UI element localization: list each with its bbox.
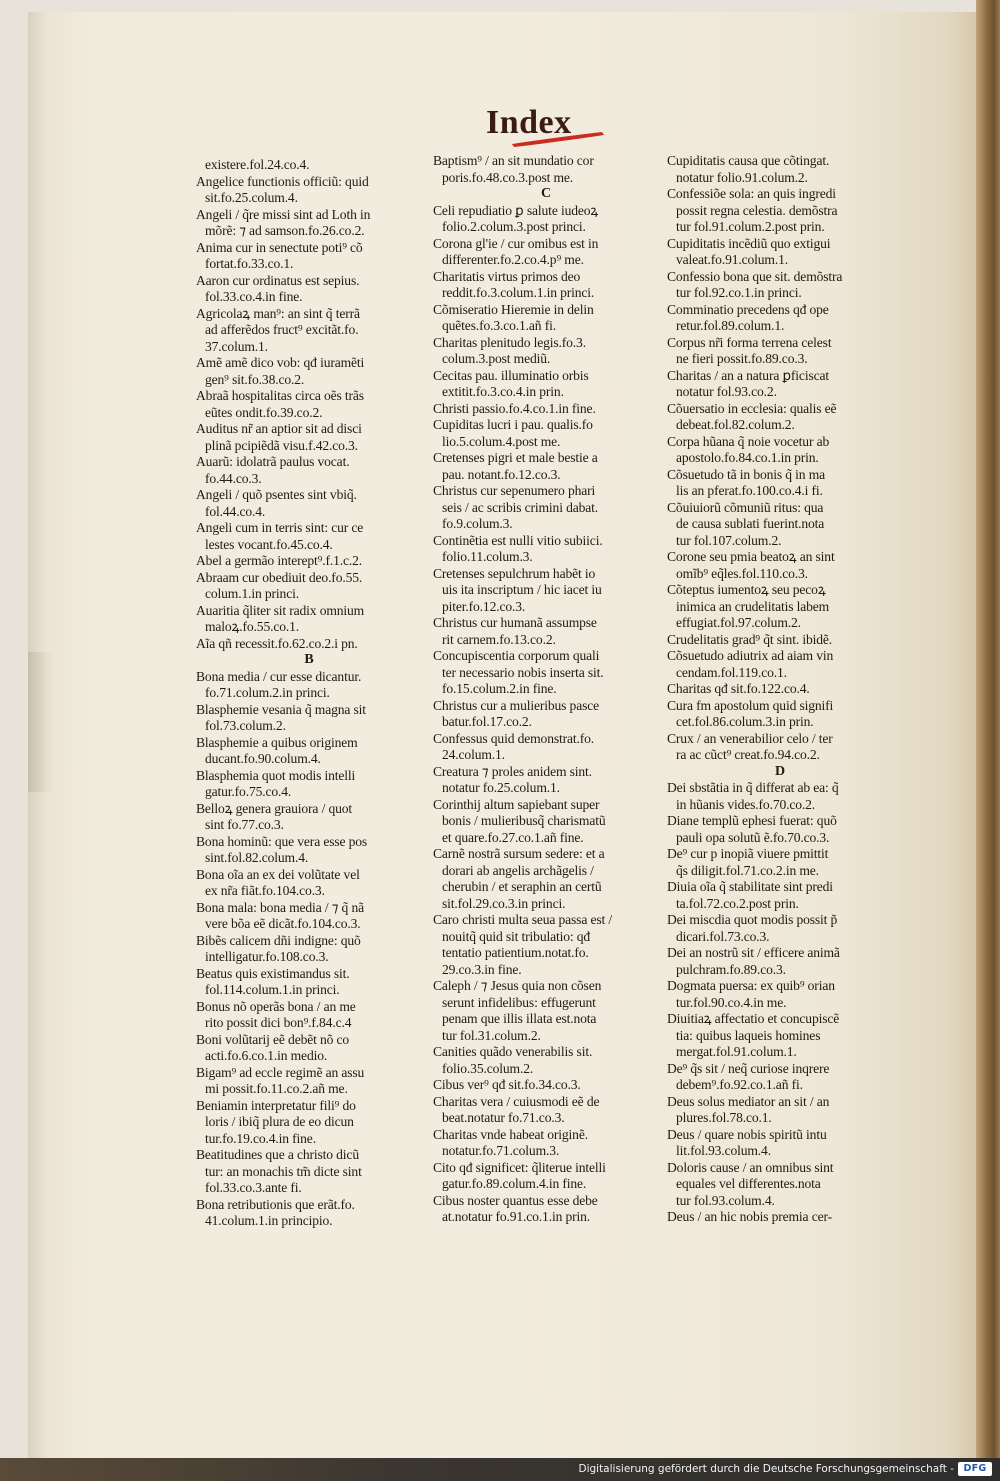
entry-continuation-line: notatur fol.93.co.2.: [676, 384, 777, 399]
entry-continuation-line: 24.colum.1.: [442, 747, 505, 762]
entry-continuation-line: lit.fol.93.colum.4.: [676, 1143, 771, 1158]
entry-continuation-line: vere bõa eẽ dicãt.fo.104.co.3.: [205, 916, 361, 931]
index-entry: [433, 1044, 659, 1077]
entry-headword-line: Bigam⁹ ad eccle regimẽ an assu: [196, 1064, 365, 1080]
index-entry: [433, 1160, 659, 1193]
entry-continuation-line: rito possit dici bon⁹.f.84.c.4: [205, 1015, 352, 1030]
entry-continuation-line: fortat.fo.33.co.1.: [205, 256, 294, 271]
entry-continuation-line: differenter.fo.2.co.4.p⁹ me.: [442, 252, 584, 267]
entry-headword-line: De⁹ cur p inopiã viuere pmittit: [667, 846, 829, 861]
index-entry: [196, 999, 422, 1032]
entry-continuation-line: folio.11.colum.3.: [442, 549, 533, 564]
index-entry: [196, 174, 422, 207]
entry-headword-line: Crudelitatis grad⁹ q̃t sint. ibidẽ.: [667, 631, 833, 647]
index-entry: [667, 153, 893, 186]
entry-continuation-line: ad afferẽdos fruct⁹ excitãt.fo.: [205, 322, 359, 337]
entry-continuation-line: debem⁹.fo.92.co.1.añ fi.: [676, 1077, 803, 1092]
index-entry: [433, 302, 659, 335]
index-entry: [667, 1061, 893, 1094]
entry-continuation-line: tur.fol.90.co.4.in me.: [676, 994, 787, 1010]
letter-heading: B: [304, 652, 314, 667]
index-entry: [196, 669, 422, 702]
index-entry: [433, 797, 659, 847]
entry-headword-line: Cõsuetudo adiutrix ad aiam vin: [667, 648, 834, 663]
entry-continuation-line: ducant.fo.90.colum.4.: [205, 751, 321, 766]
index-entry: [196, 388, 422, 421]
footer-bar: [0, 1458, 1000, 1481]
entry-continuation-line: gatur.fo.75.co.4.: [205, 784, 292, 799]
entry-headword-line: Corpa hũana q̃ noie vocetur ab: [667, 433, 830, 449]
entry-continuation-line: sint.fol.82.colum.4.: [205, 850, 309, 865]
entry-headword-line: Cibus noster quantus esse debe: [433, 1192, 598, 1208]
entry-continuation-line: plinã pcipiẽdã visu.f.42.co.3.: [205, 437, 358, 453]
entry-headword-line: Belloꝝ genera grauiora / quot: [196, 800, 353, 816]
entry-headword-line: Concupiscentia corporum quali: [433, 648, 600, 663]
entry-headword-line: Cretenses sepulchrum habẽt io: [433, 565, 596, 581]
entry-continuation-line: batur.fol.17.co.2.: [442, 714, 532, 729]
index-entry: [433, 417, 659, 450]
entry-headword-line: Cupiditatis incẽdiũ quo extigui: [667, 235, 831, 251]
entry-continuation-line: fol.33.co.3.ante fi.: [205, 1180, 302, 1195]
index-entry: [433, 764, 659, 797]
entry-headword-line: Dogmata puersa: ex quib⁹ orian: [667, 978, 835, 993]
index-entry: [667, 1209, 893, 1226]
index-entry: [433, 153, 659, 186]
entry-continuation-line: gatur.fo.89.colum.4.in fine.: [442, 1176, 587, 1191]
entry-continuation-line: serunt infidelibus: effugerunt: [442, 994, 596, 1010]
index-entry: [433, 566, 659, 616]
entry-headword-line: Cecitas pau. illuminatio orbis: [433, 367, 589, 383]
index-entry: [433, 368, 659, 401]
index-entry: [667, 1011, 893, 1061]
entry-continuation-line: ta.fol.72.co.2.post prin.: [676, 895, 799, 911]
entry-continuation-line: lis an pferat.fo.100.co.4.i fi.: [676, 483, 823, 498]
entry-continuation-line: ex nr̃a fiãt.fo.104.co.3.: [205, 883, 325, 898]
index-entry: [667, 945, 893, 978]
index-column-2: [433, 153, 659, 1226]
entry-headword-line: Celi repudiatio ꝑ salute iudeoꝝ: [433, 202, 599, 218]
entry-headword-line: Diane templũ ephesi fuerat: quõ: [667, 813, 837, 828]
index-entry: [433, 269, 659, 302]
entry-headword-line: Corinthij altum sapiebant super: [433, 796, 600, 812]
entry-headword-line: Bibẽs calicem dñi indigne: quõ: [196, 932, 361, 948]
entry-continuation-line: tia: quibus laqueis homines: [676, 1027, 821, 1043]
index-entry-continued: [196, 157, 422, 174]
entry-headword-line: Corpus nr̃i forma terrena celest: [667, 334, 832, 350]
index-entry: [433, 731, 659, 764]
index-entry: [196, 702, 422, 735]
entry-headword-line: Crux / an venerabilior celo / ter: [667, 730, 833, 746]
entry-headword-line: Christus cur humanã assumpse: [433, 615, 597, 630]
index-entry: [196, 570, 422, 603]
index-entry: [433, 1127, 659, 1160]
entry-headword-line: Continẽtia est nulli vitio subiici.: [433, 532, 603, 548]
index-entry: [433, 203, 659, 236]
index-entry: [196, 966, 422, 999]
entry-headword-line: Deus / quare nobis spiritũ intu: [667, 1126, 827, 1142]
entry-continuation-line: mi possit.fo.11.co.2.añ me.: [205, 1081, 348, 1096]
entry-headword-line: Angeli / quõ psentes sint vbiq̃.: [196, 487, 357, 502]
entry-headword-line: Dei sbstãtia in q̃ differat ab ea: q̃: [667, 780, 839, 795]
entry-headword-line: Corone seu pmia beatoꝝ an sint: [667, 549, 835, 564]
entry-continuation-line: fo.44.co.3.: [205, 470, 262, 486]
index-entry: [433, 236, 659, 269]
index-entry: [196, 636, 422, 653]
entry-headword-line: Caleph / ⁊ Jesus quia non cõsen: [433, 978, 602, 993]
entry-headword-line: Charitas plenitudo legis.fo.3.: [433, 334, 586, 350]
entry-continuation-line: quẽtes.fo.3.co.1.añ fi.: [442, 318, 556, 333]
footer-credit: Digitalisierung gefördert durch die Deutsche Forschungsgemeinschaft -: [578, 1463, 954, 1475]
entry-headword-line: Christi passio.fo.4.co.1.in fine.: [433, 400, 596, 416]
index-entry: [667, 500, 893, 550]
entry-headword-line: Diuitiaꝝ affectatio et concupiscẽ: [667, 1011, 840, 1026]
index-entry: [667, 698, 893, 731]
entry-continuation-line: et quare.fo.27.co.1.añ fine.: [442, 829, 584, 845]
entry-headword-line: Confessio bona que sit. demõstra: [667, 268, 843, 284]
index-entry: [667, 879, 893, 912]
entry-continuation-line: folio.2.colum.3.post princi.: [442, 219, 586, 234]
entry-continuation-line: fol.73.colum.2.: [205, 718, 286, 733]
entry-continuation-line: pauli opa solutũ ẽ.fo.70.co.3.: [676, 829, 830, 845]
index-entry: [196, 834, 422, 867]
entry-continuation-line: existere.fol.24.co.4.: [205, 157, 310, 172]
index-entry: [433, 483, 659, 533]
index-entry: [196, 240, 422, 273]
entry-continuation-line: ra ac cũct⁹ creat.fo.94.co.2.: [676, 747, 820, 762]
index-column-1: [196, 157, 422, 1230]
entry-headword-line: Bonus nõ operãs bona / an me: [196, 998, 356, 1014]
index-entry: [667, 186, 893, 236]
entry-continuation-line: 29.co.3.in fine.: [442, 961, 522, 977]
index-entry: [667, 269, 893, 302]
entry-continuation-line: 37.colum.1.: [205, 338, 268, 354]
entry-headword-line: Auaritia q̃liter sit radix omnium: [196, 602, 365, 618]
index-entry: [196, 1197, 422, 1230]
entry-continuation-line: uis ita inscriptum / hic iacet iu: [442, 582, 602, 597]
entry-continuation-line: retur.fol.89.colum.1.: [676, 318, 785, 333]
index-entry: [196, 553, 422, 570]
entry-continuation-line: q̃s diligit.fol.71.co.2.in me.: [676, 862, 819, 878]
entry-headword-line: Doloris cause / an omnibus sint: [667, 1159, 834, 1175]
index-entry: [433, 615, 659, 648]
entry-continuation-line: colum.3.post mediũ.: [442, 351, 551, 366]
entry-headword-line: Caro christi multa seua passa est /: [433, 912, 612, 927]
entry-headword-line: Bona hominũ: que vera esse pos: [196, 833, 368, 849]
index-entry: [196, 487, 422, 520]
entry-headword-line: Blasphemia quot modis intelli: [196, 767, 356, 783]
index-entry: [667, 1160, 893, 1210]
entry-continuation-line: eũtes ondit.fo.39.co.2.: [205, 404, 323, 420]
entry-headword-line: Anima cur in senectute poti⁹ cõ: [196, 239, 363, 255]
entry-continuation-line: notatur.fo.71.colum.3.: [442, 1143, 560, 1158]
entry-continuation-line: lio.5.colum.4.post me.: [442, 433, 561, 449]
entry-continuation-line: effugiat.fol.97.colum.2.: [676, 615, 801, 630]
entry-continuation-line: poris.fo.48.co.3.post me.: [442, 169, 574, 185]
index-entry: [667, 912, 893, 945]
entry-continuation-line: tur fol.93.colum.4.: [676, 1192, 775, 1208]
entry-continuation-line: loris / ibiq̃ plura de eo dicun: [205, 1114, 354, 1129]
entry-headword-line: Deus solus mediator an sit / an: [667, 1093, 830, 1109]
index-entry: [196, 1065, 422, 1098]
entry-continuation-line: inimica an crudelitatis labem: [676, 598, 830, 614]
entry-headword-line: Cretenses pigri et male bestie a: [433, 450, 598, 465]
index-entry: [196, 735, 422, 768]
entry-headword-line: Baptism⁹ / an sit mundatio cor: [433, 153, 594, 168]
entry-headword-line: Abraã hospitalitas circa oẽs trãs: [196, 388, 364, 403]
entry-continuation-line: fol.33.co.4.in fine.: [205, 289, 303, 304]
entry-continuation-line: dicari.fol.73.co.3.: [676, 928, 770, 944]
index-entry: [433, 912, 659, 978]
entry-headword-line: Bona media / cur esse dicantur.: [196, 668, 362, 684]
entry-headword-line: Charitas / an a natura ꝑficiscat: [667, 367, 829, 383]
index-entry: [667, 648, 893, 681]
entry-headword-line: Beatitudines que a christo dicũ: [196, 1147, 359, 1162]
entry-continuation-line: colum.1.in princi.: [205, 586, 299, 601]
entry-headword-line: De⁹ q̃s sit / neq̃ curiose inqrere: [667, 1060, 830, 1076]
entry-continuation-line: de causa sublati fuerint.nota: [676, 516, 825, 531]
entry-continuation-line: pau. notant.fo.12.co.3.: [442, 466, 561, 482]
index-entry: [433, 846, 659, 912]
entry-headword-line: Bona oĩa an ex dei volũtate vel: [196, 866, 360, 882]
entry-headword-line: Angeli / q̃re missi sint ad Loth in: [196, 206, 371, 222]
entry-continuation-line: seis / ac scribis crimini dabat.: [442, 499, 599, 515]
index-entry: [196, 1147, 422, 1197]
entry-headword-line: Cito qđ significet: q̃literue intelli: [433, 1159, 606, 1175]
entry-continuation-line: beat.notatur fo.71.co.3.: [442, 1110, 565, 1125]
index-entry: [196, 454, 422, 487]
entry-headword-line: Corona gl'ie / cur omibus est in: [433, 235, 599, 251]
index-entry: [667, 780, 893, 813]
index-entry: [433, 978, 659, 1044]
entry-continuation-line: tentatio patientium.notat.fo.: [442, 945, 589, 960]
entry-headword-line: Cõuersatio in ecclesia: qualis eẽ: [667, 400, 837, 416]
entry-continuation-line: plures.fol.78.co.1.: [676, 1110, 772, 1125]
entry-continuation-line: fo.15.colum.2.in fine.: [442, 681, 557, 696]
entry-continuation-line: omĩb⁹ eq̃les.fol.110.co.3.: [676, 565, 808, 581]
index-entry: [196, 801, 422, 834]
index-entry: [667, 731, 893, 764]
dfg-logo: DFG: [958, 1462, 992, 1476]
index-entry: [667, 813, 893, 846]
entry-continuation-line: reddit.fo.3.colum.1.in princi.: [442, 285, 595, 300]
entry-continuation-line: debeat.fol.82.colum.2.: [676, 417, 795, 432]
entry-continuation-line: notatur folio.91.colum.2.: [676, 169, 808, 185]
index-entry: [196, 867, 422, 900]
entry-headword-line: Diuia oĩa q̃ stabilitate sint predi: [667, 879, 833, 894]
entry-continuation-line: 41.colum.1.in principio.: [205, 1213, 333, 1228]
index-entry: [433, 698, 659, 731]
index-entry: [196, 900, 422, 933]
book-cover-edge: [976, 0, 1000, 1458]
entry-continuation-line: equales vel differentes.nota: [676, 1176, 821, 1191]
index-entry: [667, 582, 893, 632]
entry-continuation-line: lestes vocant.fo.45.co.4.: [205, 536, 333, 552]
entry-continuation-line: piter.fo.12.co.3.: [442, 598, 526, 614]
entry-continuation-line: tur fol.31.colum.2.: [442, 1027, 541, 1043]
index-entry: [667, 846, 893, 879]
entry-continuation-line: fol.44.co.4.: [205, 503, 266, 519]
entry-continuation-line: ne fieri possit.fo.89.co.3.: [676, 351, 808, 366]
entry-headword-line: Dei miscdia quot modis possit p̃: [667, 912, 838, 927]
entry-headword-line: Auarũ: idolatrã paulus vocat.: [196, 454, 350, 469]
index-entry: [667, 549, 893, 582]
entry-headword-line: Abraam cur obediuit deo.fo.55.: [196, 569, 363, 585]
index-entry: [667, 1127, 893, 1160]
entry-continuation-line: tur fol.92.co.1.in princi.: [676, 285, 802, 300]
page-title: Index: [486, 104, 572, 141]
entry-continuation-line: tur fol.107.colum.2.: [676, 532, 782, 548]
index-entry: [667, 401, 893, 434]
entry-headword-line: Deus / an hic nobis premia cer-: [667, 1209, 832, 1224]
entry-continuation-line: bonis / mulieribusq̃ charismatũ: [442, 813, 606, 828]
index-entry: [667, 302, 893, 335]
index-entry: [433, 1193, 659, 1226]
entry-headword-line: Agricolaꝝ man⁹: an sint q̃ terrã: [196, 305, 360, 321]
entry-headword-line: Abel a germão interept⁹.f.1.c.2.: [196, 553, 363, 568]
index-entry: [667, 632, 893, 649]
index-entry: [196, 603, 422, 636]
entry-continuation-line: tur.fo.19.co.4.in fine.: [205, 1130, 316, 1146]
entry-continuation-line: fo.71.colum.2.in princi.: [205, 685, 330, 700]
index-entry: [433, 1077, 659, 1094]
entry-headword-line: Cõsuetudo tã in bonis q̃ in ma: [667, 466, 826, 482]
entry-continuation-line: extitit.fo.3.co.4.in prin.: [442, 384, 564, 399]
index-entry: [667, 467, 893, 500]
entry-continuation-line: mergat.fol.91.colum.1.: [676, 1044, 797, 1059]
index-entry: [196, 306, 422, 356]
entry-headword-line: Cura fm apostolum quid signifi: [667, 697, 834, 713]
entry-headword-line: Charitas qđ sit.fo.122.co.4.: [667, 681, 810, 696]
index-entry: [196, 273, 422, 306]
entry-headword-line: Cõuiuiorũ cõmuniũ ritus: qua: [667, 499, 824, 515]
entry-headword-line: Cupiditatis causa que cõtingat.: [667, 153, 830, 168]
index-entry: [667, 681, 893, 698]
index-entry: [433, 533, 659, 566]
entry-continuation-line: penam que illis illata est.nota: [442, 1011, 597, 1026]
entry-continuation-line: cet.fol.86.colum.3.in prin.: [676, 714, 814, 729]
entry-continuation-line: sit.fo.25.colum.4.: [205, 190, 298, 205]
index-entry: [433, 450, 659, 483]
entry-headword-line: Auditus nr̃ an aptior sit ad disci: [196, 421, 362, 436]
entry-headword-line: Boni volũtarij eẽ debẽt nõ co: [196, 1031, 350, 1047]
index-entry: [196, 421, 422, 454]
entry-headword-line: Cibus ver⁹ qđ sit.fo.34.co.3.: [433, 1077, 581, 1092]
entry-headword-line: Cõmiseratio Hieremie in delin: [433, 301, 594, 317]
letter-heading: C: [540, 186, 552, 201]
entry-headword-line: Cõteptus iumentoꝝ seu pecoꝝ: [667, 582, 826, 597]
entry-continuation-line: at.notatur fo.91.co.1.in prin.: [442, 1209, 591, 1224]
index-column-3: [667, 153, 893, 1226]
entry-continuation-line: possit regna celestia. demõstra: [676, 202, 838, 218]
entry-headword-line: Bona mala: bona media / ⁊ q̃ nã: [196, 899, 364, 915]
entry-continuation-line: valeat.fo.91.colum.1.: [676, 252, 788, 267]
entry-headword-line: Amẽ amẽ dico vob: qđ iuramẽti: [196, 355, 365, 370]
index-entry: [196, 355, 422, 388]
entry-continuation-line: gen⁹ sit.fo.38.co.2.: [205, 371, 305, 387]
entry-continuation-line: apostolo.fo.84.co.1.in prin.: [676, 450, 819, 465]
entry-headword-line: Confessus quid demonstrat.fo.: [433, 730, 595, 746]
entry-continuation-line: pulchram.fo.89.co.3.: [676, 961, 786, 977]
entry-headword-line: Charitatis virtus primos deo: [433, 268, 581, 284]
index-entry: [667, 1094, 893, 1127]
entry-continuation-line: fo.9.colum.3.: [442, 516, 513, 531]
entry-headword-line: Christus cur a mulieribus pasce: [433, 697, 599, 713]
index-entry: [433, 1094, 659, 1127]
entry-continuation-line: folio.35.colum.2.: [442, 1060, 534, 1076]
entry-continuation-line: mõrẽ: ⁊ ad samson.fo.26.co.2.: [205, 223, 365, 238]
entry-headword-line: Cupiditas lucri i pau. qualis.fo: [433, 417, 593, 432]
index-entry: [196, 1032, 422, 1065]
entry-continuation-line: fol.114.colum.1.in princi.: [205, 982, 340, 997]
entry-headword-line: Beatus quis existimandus sit.: [196, 965, 350, 981]
entry-continuation-line: cherubin / et seraphin an certũ: [442, 879, 602, 894]
index-entry: [433, 335, 659, 368]
entry-headword-line: Aĩa qñ recessit.fo.62.co.2.i pn.: [196, 635, 358, 651]
entry-continuation-line: sint fo.77.co.3.: [205, 817, 284, 832]
index-entry: [433, 401, 659, 418]
title-red-underline: [508, 128, 608, 150]
index-entry: [667, 978, 893, 1011]
entry-continuation-line: maloꝝ.fo.55.co.1.: [205, 619, 300, 634]
entry-headword-line: Charitas vnde habeat originẽ.: [433, 1126, 588, 1142]
entry-headword-line: Creatura ⁊ proles anidem sint.: [433, 763, 592, 779]
entry-headword-line: Angelice functionis officiũ: quid: [196, 173, 369, 189]
index-entry: [196, 520, 422, 553]
entry-headword-line: Charitas vera / cuiusmodi eẽ de: [433, 1093, 600, 1109]
entry-continuation-line: tur: an monachis tm̃ dicte sint: [205, 1163, 362, 1179]
entry-continuation-line: dorari ab angelis archãgelis /: [442, 862, 594, 878]
entry-continuation-line: nouitq̃ quid sit tribulatio: qđ: [442, 928, 591, 944]
entry-headword-line: Blasphemie vesania q̃ magna sit: [196, 701, 366, 717]
entry-headword-line: Beniamin interpretatur fili⁹ do: [196, 1097, 356, 1113]
entry-headword-line: Carnẽ nostrã sursum sedere: et a: [433, 846, 605, 861]
index-entry: [433, 648, 659, 698]
entry-headword-line: Confessiõe sola: an quis ingredi: [667, 186, 836, 201]
index-entry: [667, 368, 893, 401]
index-entry: [667, 434, 893, 467]
entry-headword-line: Canities quãdo venerabilis sit.: [433, 1044, 593, 1059]
letter-heading: D: [774, 763, 786, 779]
entry-continuation-line: in hũanis vides.fo.70.co.2.: [676, 796, 816, 812]
entry-continuation-line: ter necessario nobis inserta sit.: [442, 664, 604, 680]
entry-headword-line: Angeli cum in terris sint: cur ce: [196, 520, 364, 535]
index-entry: [667, 335, 893, 368]
entry-continuation-line: tur fol.91.colum.2.post prin.: [676, 219, 825, 234]
entry-continuation-line: cendam.fol.119.co.1.: [676, 664, 787, 680]
index-entry: [196, 933, 422, 966]
entry-headword-line: Blasphemie a quibus originem: [196, 734, 358, 750]
index-entry: [196, 768, 422, 801]
entry-continuation-line: acti.fo.6.co.1.in medio.: [205, 1048, 328, 1063]
index-entry: [196, 207, 422, 240]
entry-headword-line: Aaron cur ordinatus est sepius.: [196, 272, 360, 288]
entry-headword-line: Bona retributionis que erãt.fo.: [196, 1196, 355, 1212]
entry-continuation-line: sit.fol.29.co.3.in princi.: [442, 895, 566, 911]
index-entry: [196, 1098, 422, 1148]
entry-headword-line: Christus cur sepenumero phari: [433, 483, 596, 498]
entry-continuation-line: notatur fo.25.colum.1.: [442, 780, 560, 795]
entry-headword-line: Dei an nostrũ sit / efficere animã: [667, 945, 840, 960]
entry-headword-line: Comminatio precedens qđ ope: [667, 301, 829, 317]
entry-continuation-line: intelligatur.fo.108.co.3.: [205, 949, 329, 964]
entry-continuation-line: rit carnem.fo.13.co.2.: [442, 631, 556, 647]
index-entry: [667, 236, 893, 269]
